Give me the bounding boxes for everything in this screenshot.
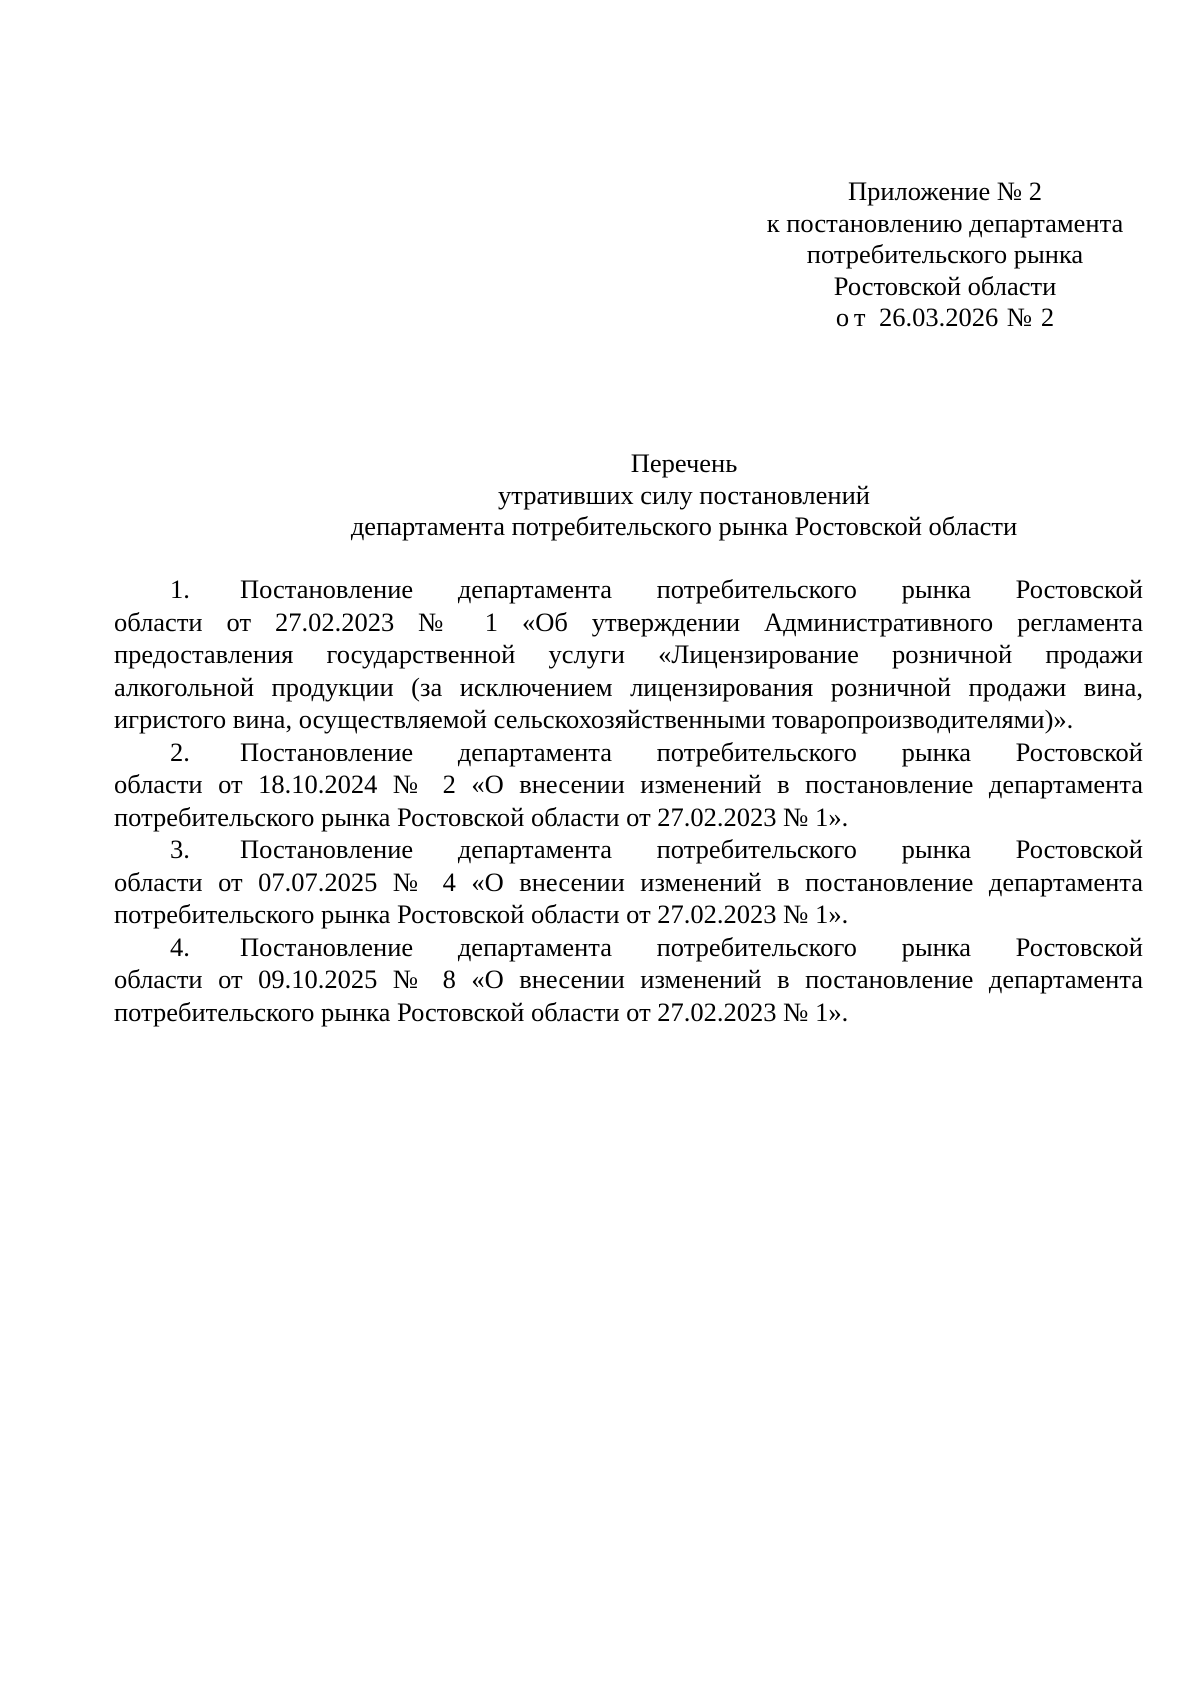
- appendix-date-line: [680, 302, 1200, 334]
- title-line-3: департамента потребительского рынка Ростовской области: [350, 511, 1018, 541]
- list-item: [114, 931, 1143, 1029]
- appendix-department-line: потребительского рынка: [806, 239, 1084, 269]
- appendix-title: Приложение № 2: [847, 176, 1042, 206]
- list-item-number: 4.: [170, 931, 190, 962]
- list-item-number: 2.: [170, 736, 190, 767]
- appendix-resolution-line: к постановлению департамента: [766, 207, 1124, 238]
- list-item-first-line: [114, 931, 1143, 964]
- list-item: [114, 573, 1143, 736]
- list-item-first-line: [114, 736, 1143, 769]
- list-item-text: Постановление департамента потребительского рынка Ростовской: [240, 931, 1143, 962]
- list-item-line: предоставления государственной услуги «Лицензирование розничной продажи: [114, 639, 1143, 669]
- list-item-line: потребительского рынка Ростовской области от 27.02.2023 № 1».: [114, 996, 849, 1027]
- appendix-date-prefix: от: [835, 302, 871, 332]
- list-item-line: игристого вина, осуществляемой сельскохозяйственными товаропроизводителями)».: [114, 704, 1074, 734]
- list-item-line: алкогольной продукции (за исключением лицензирования розничной продажи вина,: [114, 671, 1143, 702]
- list-item-line: потребительского рынка Ростовской области от 27.02.2023 № 1».: [114, 801, 849, 832]
- list-item-first-line: [114, 833, 1143, 866]
- list-item-line: области от 27.02.2023 № 1 «Об утверждении Административного регламента: [114, 606, 1143, 637]
- list-item-number: 1.: [170, 574, 190, 604]
- title-line-2: утративших силу постановлений: [498, 479, 870, 510]
- list-item-text: Постановление департамента потребительского рынка Ростовской: [240, 736, 1143, 767]
- list-item-number: 3.: [170, 834, 190, 864]
- list-item-line: области от 09.10.2025 № 8 «О внесении изменений в постановление департамента: [114, 964, 1143, 994]
- list-item-text: Постановление департамента потребительского рынка Ростовской: [240, 574, 1143, 604]
- list-item: [114, 833, 1143, 931]
- appendix-header: [680, 176, 1200, 334]
- appendix-date: 26.03.2026: [879, 302, 999, 332]
- list-item-line: области от 18.10.2024 № 2 «О внесении изменений в постановление департамента: [114, 769, 1143, 799]
- list-item-first-line: [114, 573, 1143, 606]
- title-line-1: Перечень: [630, 448, 738, 478]
- appendix-region-line: Ростовской области: [833, 270, 1057, 301]
- document-title: [114, 448, 1200, 543]
- resolution-list: [114, 573, 1143, 1028]
- list-item-line: потребительского рынка Ростовской области от 27.02.2023 № 1».: [114, 899, 849, 929]
- list-item: [114, 736, 1143, 834]
- list-item-text: Постановление департамента потребительского рынка Ростовской: [240, 834, 1143, 864]
- list-item-line: области от 07.07.2025 № 4 «О внесении изменений в постановление департамента: [114, 866, 1143, 897]
- appendix-number: № 2: [1006, 302, 1055, 332]
